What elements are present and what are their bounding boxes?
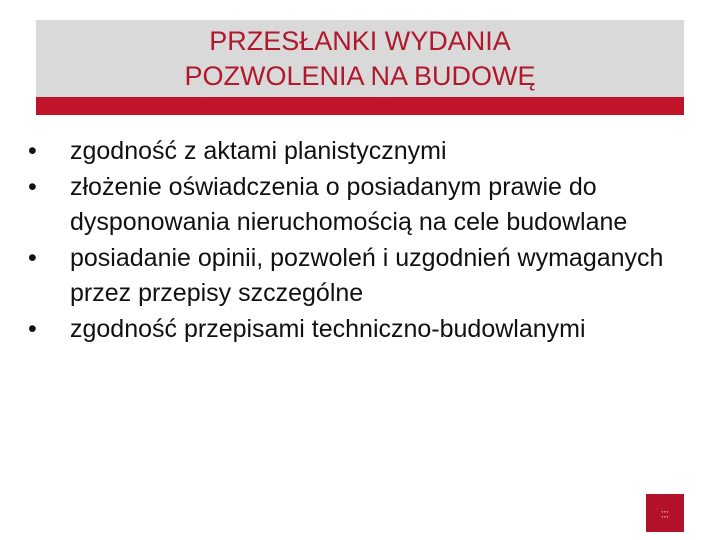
bullet-icon: • xyxy=(28,137,37,165)
brand-logo xyxy=(646,494,684,532)
bullet-item xyxy=(28,170,688,241)
brand-logo-mark-icon: ▪ ▪ ▪ ▪ ▪ ▪ xyxy=(661,509,669,519)
slide-title-line-2: POZWOLENIA NA BUDOWĘ xyxy=(184,61,536,91)
bullet-item xyxy=(28,134,688,170)
title-accent-rule xyxy=(36,97,684,115)
slide-title xyxy=(36,24,684,94)
bullet-text: zgodność z aktami planistycznymi xyxy=(70,137,447,165)
bullet-icon: • xyxy=(28,314,37,343)
bullet-item xyxy=(28,241,688,312)
bullet-text: zgodność przepisami techniczno-budowlanymi xyxy=(70,314,586,343)
bullet-text: złożenie oświadczenia o posiadanym prawie do dysponowania nieruchomością na cele budowlane xyxy=(70,172,628,236)
bullet-icon: • xyxy=(28,172,37,201)
slide-title-line-1: PRZESŁANKI WYDANIA xyxy=(209,26,511,56)
bullet-list xyxy=(28,134,688,347)
bullet-item xyxy=(28,312,688,348)
bullet-icon: • xyxy=(28,243,37,272)
bullet-text: posiadanie opinii, pozwoleń i uzgodnień wymaganych przez przepisy szczególne xyxy=(70,243,664,307)
